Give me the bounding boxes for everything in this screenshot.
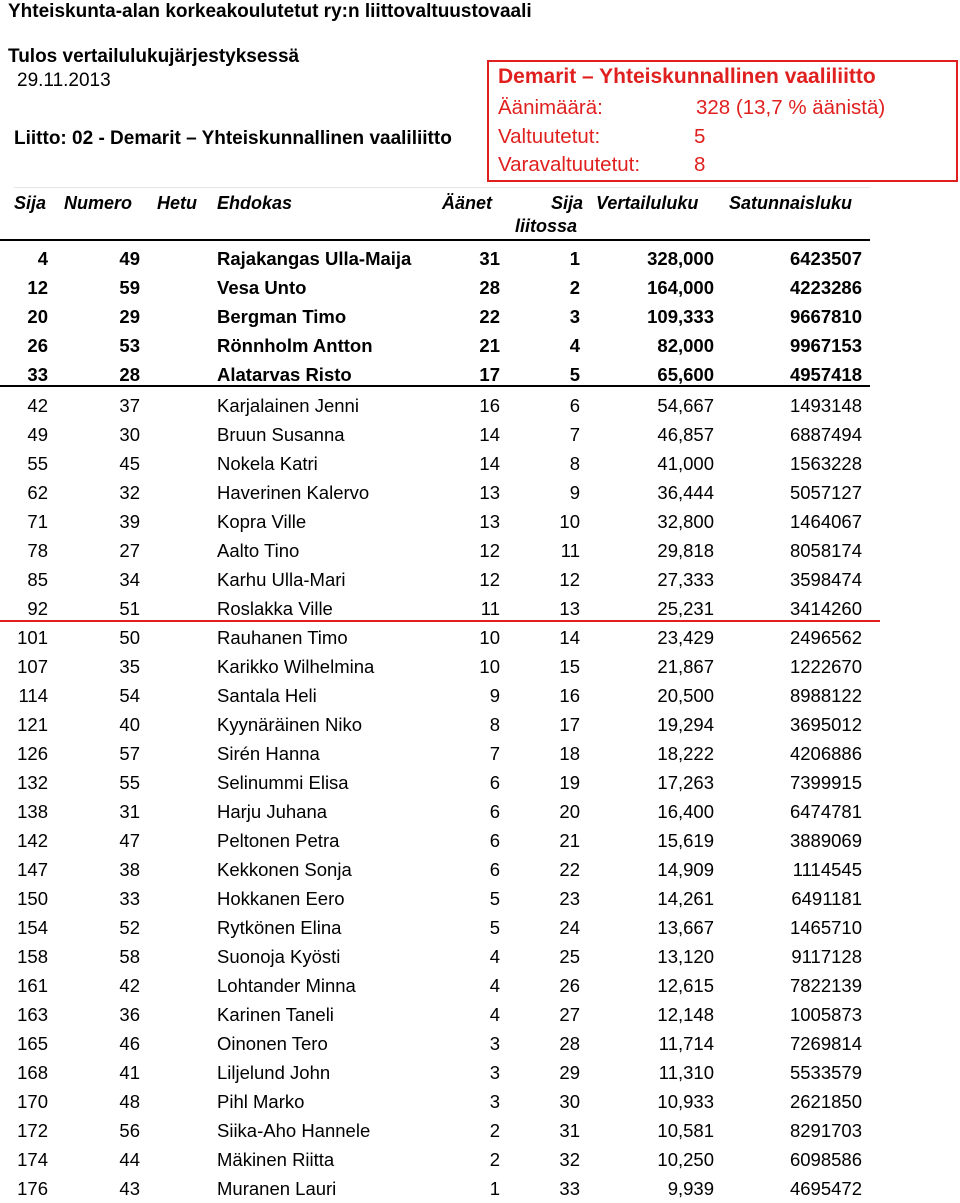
cell-numero: 47 [119,830,140,851]
cell-list-position: 32 [559,1149,580,1170]
cell-votes: 6 [489,772,500,793]
cell-numero: 52 [119,917,140,938]
cell-list-position: 31 [559,1120,580,1141]
cell-list-position: 20 [559,801,580,822]
cell-sija: 42 [27,395,48,416]
col-header-ehdokas: Ehdokas [217,193,293,213]
cell-numero: 40 [119,714,140,735]
cell-candidate: Karinen Taneli [217,1004,334,1025]
cell-comparison-number: 15,619 [657,830,714,851]
cell-random-number: 1493148 [789,395,862,416]
cell-list-position: 9 [569,482,580,503]
cell-random-number: 6098586 [789,1149,862,1170]
cell-random-number: 1222670 [789,656,862,677]
cell-comparison-number: 46,857 [657,424,714,445]
cell-sija: 78 [27,540,48,561]
cell-comparison-number: 9,939 [667,1178,714,1199]
cell-numero: 30 [119,424,140,445]
cell-votes: 6 [489,859,500,880]
cell-comparison-number: 109,333 [647,306,714,327]
cell-random-number: 9667810 [789,306,862,327]
report-date: 29.11.2013 [17,70,111,91]
table-row [0,507,960,536]
cell-list-position: 10 [559,511,580,532]
cell-votes: 28 [479,277,500,298]
table-row [0,360,960,389]
cell-list-position: 26 [559,975,580,996]
header-top-divider [14,187,870,188]
cell-numero: 44 [119,1149,140,1170]
table-row [0,971,960,1000]
cell-sija: 101 [17,627,48,648]
cell-votes: 14 [479,453,500,474]
page-title: Yhteiskunta-alan korkeakoulutetut ry:n liittovaltuustovaali [8,1,532,22]
cell-candidate: Haverinen Kalervo [217,482,370,503]
cell-list-position: 2 [569,277,580,298]
cell-list-position: 22 [559,859,580,880]
cell-numero: 51 [119,598,140,619]
cell-sija: 121 [17,714,48,735]
table-row [0,942,960,971]
cell-candidate: Rauhanen Timo [217,627,348,648]
votes-label: Äänimäärä: [498,96,603,119]
cell-list-position: 6 [569,395,580,416]
table-row [0,449,960,478]
cell-random-number: 2496562 [789,627,862,648]
cell-candidate: Roslakka Ville [217,598,333,619]
cell-sija: 107 [17,656,48,677]
cell-votes: 22 [479,306,500,327]
cell-candidate: Siika-Aho Hannele [217,1120,371,1141]
cell-numero: 54 [119,685,140,706]
cell-random-number: 3695012 [789,714,862,735]
cell-list-position: 19 [559,772,580,793]
cell-list-position: 14 [559,627,580,648]
cell-candidate: Kopra Ville [217,511,307,532]
cell-numero: 45 [119,453,140,474]
cell-list-position: 11 [560,540,580,561]
cell-candidate: Sirén Hanna [217,743,320,764]
cell-comparison-number: 12,615 [657,975,714,996]
cell-candidate: Liljelund John [217,1062,331,1083]
table-row [0,478,960,507]
cell-random-number: 1114545 [792,859,862,880]
cell-sija: 176 [17,1178,48,1199]
cell-sija: 126 [17,743,48,764]
cell-random-number: 6423507 [789,248,862,269]
cell-list-position: 24 [559,917,580,938]
cell-votes: 6 [489,830,500,851]
cell-numero: 46 [119,1033,140,1054]
cell-comparison-number: 19,294 [657,714,714,735]
col-header-numero: Numero [64,193,133,213]
cell-numero: 32 [119,482,140,503]
table-row [0,884,960,913]
table-row [0,1087,960,1116]
cell-sija: 71 [27,511,48,532]
cell-candidate: Rönnholm Antton [217,335,373,356]
table-row [0,1116,960,1145]
cell-random-number: 8988122 [789,685,862,706]
cell-random-number: 6491181 [791,888,862,909]
col-header-sija-liitossa: Sija [551,193,584,213]
cell-votes: 31 [479,248,500,269]
table-row [0,681,960,710]
cell-random-number: 3889069 [789,830,862,851]
cell-list-position: 1 [569,248,580,269]
cell-votes: 10 [479,627,500,648]
table-row [0,623,960,652]
cell-comparison-number: 14,909 [657,859,714,880]
cell-votes: 12 [479,569,500,590]
table-row [0,391,960,420]
cell-votes: 6 [489,801,500,822]
cell-sija: 161 [17,975,48,996]
col-header-sija: Sija [14,193,47,213]
cell-numero: 35 [119,656,140,677]
cell-comparison-number: 23,429 [657,627,714,648]
votes-value: 328 (13,7 % äänistä) [696,96,886,119]
cell-random-number: 6887494 [789,424,862,445]
table-row [0,1174,960,1203]
cell-comparison-number: 32,800 [657,511,714,532]
table-row [0,1145,960,1174]
cell-comparison-number: 13,120 [657,946,714,967]
cell-sija: 174 [17,1149,48,1170]
cell-candidate: Rajakangas Ulla-Maija [217,248,412,269]
cell-numero: 39 [119,511,140,532]
cell-comparison-number: 27,333 [657,569,714,590]
cell-comparison-number: 29,818 [657,540,714,561]
cell-comparison-number: 65,600 [657,364,714,385]
cell-candidate: Vesa Unto [217,277,307,298]
cell-candidate: Selinummi Elisa [217,772,349,793]
cell-sija: 4 [37,248,48,269]
cell-comparison-number: 18,222 [657,743,714,764]
cell-candidate: Karikko Wilhelmina [217,656,375,677]
cell-random-number: 4206886 [789,743,862,764]
table-row [0,768,960,797]
cell-candidate: Pihl Marko [217,1091,305,1112]
cell-numero: 53 [119,335,140,356]
cell-numero: 43 [119,1178,140,1199]
cell-candidate: Alatarvas Risto [217,364,352,385]
col-header-hetu: Hetu [157,193,197,213]
cell-candidate: Mäkinen Riitta [217,1149,335,1170]
cell-candidate: Karhu Ulla-Mari [217,569,346,590]
cell-comparison-number: 16,400 [657,801,714,822]
cell-numero: 36 [119,1004,140,1025]
cell-list-position: 17 [559,714,580,735]
cell-numero: 42 [119,975,140,996]
cell-sija: 85 [27,569,48,590]
cell-votes: 10 [479,656,500,677]
cell-numero: 48 [119,1091,140,1112]
cell-list-position: 8 [569,453,580,474]
cell-numero: 58 [119,946,140,967]
cell-list-position: 29 [559,1062,580,1083]
cell-sija: 92 [27,598,48,619]
cell-random-number: 1465710 [789,917,862,938]
cell-sija: 147 [17,859,48,880]
cell-votes: 4 [489,975,500,996]
table-row [0,536,960,565]
cell-votes: 14 [479,424,500,445]
cell-numero: 57 [119,743,140,764]
cell-candidate: Harju Juhana [217,801,328,822]
cell-sija: 132 [17,772,48,793]
cell-sija: 55 [27,453,48,474]
cell-random-number: 8058174 [789,540,862,561]
cell-sija: 33 [27,364,48,385]
cell-candidate: Rytkönen Elina [217,917,342,938]
table-row [0,244,960,273]
cell-sija: 142 [17,830,48,851]
cell-random-number: 3414260 [789,598,862,619]
cell-sija: 12 [27,277,48,298]
cell-list-position: 28 [559,1033,580,1054]
list-summary-box [487,60,958,182]
cell-comparison-number: 25,231 [657,598,714,619]
cell-random-number: 3598474 [789,569,862,590]
delegates-label: Valtuutetut: [498,125,601,148]
cell-candidate: Karjalainen Jenni [217,395,359,416]
cell-candidate: Hokkanen Eero [217,888,345,909]
cell-votes: 5 [489,888,500,909]
cell-candidate: Bergman Timo [217,306,347,327]
cell-votes: 3 [489,1091,500,1112]
table-row [0,565,960,594]
col-header-vertailuluku: Vertailuluku [596,193,699,213]
cell-random-number: 4695472 [789,1178,862,1199]
cell-sija: 62 [27,482,48,503]
cell-candidate: Oinonen Tero [217,1033,328,1054]
cell-numero: 28 [119,364,140,385]
cell-random-number: 4957418 [789,364,862,385]
cell-sija: 138 [17,801,48,822]
cell-numero: 41 [119,1062,140,1083]
cell-candidate: Nokela Katri [217,453,318,474]
deputies-value: 8 [694,153,706,176]
cell-sija: 114 [18,685,48,706]
cell-comparison-number: 13,667 [657,917,714,938]
cell-random-number: 7822139 [789,975,862,996]
cell-votes: 2 [489,1149,500,1170]
cell-votes: 4 [489,946,500,967]
cell-sija: 170 [17,1091,48,1112]
table-row [0,594,960,623]
table-row [0,739,960,768]
cell-votes: 5 [489,917,500,938]
cell-comparison-number: 10,250 [657,1149,714,1170]
cell-list-position: 15 [559,656,580,677]
table-row [0,331,960,360]
cell-numero: 37 [119,395,140,416]
table-row [0,826,960,855]
cell-numero: 38 [119,859,140,880]
cell-list-position: 27 [559,1004,580,1025]
table-row [0,652,960,681]
cell-sija: 20 [27,306,48,327]
cell-sija: 26 [27,335,48,356]
cell-votes: 21 [479,335,500,356]
cell-random-number: 8291703 [789,1120,862,1141]
cell-numero: 27 [119,540,140,561]
cell-candidate: Bruun Susanna [217,424,345,445]
table-row [0,855,960,884]
cell-comparison-number: 20,500 [657,685,714,706]
cell-candidate: Kekkonen Sonja [217,859,352,880]
cell-votes: 7 [489,743,500,764]
cell-candidate: Aalto Tino [217,540,300,561]
cell-numero: 56 [119,1120,140,1141]
cell-comparison-number: 11,310 [658,1062,714,1083]
cell-votes: 4 [489,1004,500,1025]
header-rule [0,239,870,241]
cell-sija: 49 [27,424,48,445]
cell-sija: 165 [17,1033,48,1054]
cell-sija: 172 [17,1120,48,1141]
cell-list-position: 21 [559,830,580,851]
cell-comparison-number: 21,867 [657,656,714,677]
table-row [0,420,960,449]
cell-list-position: 33 [559,1178,580,1199]
cell-numero: 49 [119,248,140,269]
cell-list-position: 23 [559,888,580,909]
cell-list-position: 7 [569,424,580,445]
cell-votes: 13 [479,482,500,503]
cell-comparison-number: 82,000 [657,335,714,356]
cell-random-number: 9117128 [791,946,862,967]
cell-comparison-number: 36,444 [657,482,714,503]
table-row [0,797,960,826]
cell-candidate: Lohtander Minna [217,975,356,996]
cell-sija: 154 [17,917,48,938]
list-name: Demarit – Yhteiskunnallinen vaaliliitto [498,65,876,88]
cell-votes: 13 [479,511,500,532]
cell-numero: 33 [119,888,140,909]
cell-votes: 3 [489,1033,500,1054]
table-row [0,1029,960,1058]
cell-random-number: 1464067 [789,511,862,532]
table-row [0,302,960,331]
cell-numero: 29 [119,306,140,327]
cell-comparison-number: 10,933 [657,1091,714,1112]
cell-random-number: 7269814 [789,1033,862,1054]
cell-sija: 163 [17,1004,48,1025]
cell-votes: 17 [479,364,500,385]
col-header-sija-liitossa-line2: liitossa [515,216,578,236]
cell-list-position: 13 [559,598,580,619]
table-row [0,913,960,942]
cell-comparison-number: 164,000 [647,277,714,298]
cell-comparison-number: 12,148 [657,1004,714,1025]
cell-random-number: 9967153 [789,335,862,356]
cell-candidate: Suonoja Kyösti [217,946,341,967]
cell-candidate: Peltonen Petra [217,830,340,851]
col-header-aanet: Äänet [442,193,493,213]
cell-sija: 158 [17,946,48,967]
deputies-label: Varavaltuutetut: [498,153,641,176]
cell-numero: 55 [119,772,140,793]
cell-comparison-number: 41,000 [657,453,714,474]
page-subtitle: Tulos vertailulukujärjestyksessä [8,46,300,67]
cell-votes: 3 [489,1062,500,1083]
cell-votes: 9 [489,685,500,706]
cell-numero: 50 [119,627,140,648]
cell-random-number: 2621850 [789,1091,862,1112]
cell-candidate: Santala Heli [217,685,317,706]
cell-votes: 11 [480,598,500,619]
cell-comparison-number: 54,667 [657,395,714,416]
table-row [0,273,960,302]
table-row [0,710,960,739]
cell-candidate: Muranen Lauri [217,1178,337,1199]
cell-votes: 16 [479,395,500,416]
cell-sija: 150 [17,888,48,909]
cell-votes: 8 [489,714,500,735]
cell-votes: 12 [479,540,500,561]
cell-list-position: 16 [559,685,580,706]
cell-list-position: 18 [559,743,580,764]
cell-random-number: 4223286 [789,277,862,298]
cell-list-position: 30 [559,1091,580,1112]
cell-votes: 1 [489,1178,500,1199]
cell-comparison-number: 10,581 [657,1120,714,1141]
col-header-satunnaisluku: Satunnaisluku [729,193,853,213]
cell-random-number: 6474781 [789,801,862,822]
cell-candidate: Kyynäräinen Niko [217,714,362,735]
cell-list-position: 4 [569,335,580,356]
cell-comparison-number: 17,263 [657,772,714,793]
table-row [0,1000,960,1029]
cell-random-number: 5533579 [789,1062,862,1083]
list-label: Liitto: 02 - Demarit – Yhteiskunnallinen vaaliliitto [14,128,452,149]
cell-list-position: 12 [559,569,580,590]
delegates-value: 5 [694,125,706,148]
cell-list-position: 25 [559,946,580,967]
cell-list-position: 3 [569,306,580,327]
cell-list-position: 5 [569,364,580,385]
cell-random-number: 1563228 [789,453,862,474]
cell-votes: 2 [489,1120,500,1141]
table-row [0,1058,960,1087]
cell-numero: 59 [119,277,140,298]
cell-numero: 31 [119,801,140,822]
cell-comparison-number: 11,714 [658,1033,714,1054]
cell-random-number: 5057127 [789,482,862,503]
cell-comparison-number: 14,261 [657,888,714,909]
cell-random-number: 1005873 [789,1004,862,1025]
cell-sija: 168 [17,1062,48,1083]
cell-numero: 34 [119,569,140,590]
cell-random-number: 7399915 [789,772,862,793]
cell-comparison-number: 328,000 [647,248,714,269]
